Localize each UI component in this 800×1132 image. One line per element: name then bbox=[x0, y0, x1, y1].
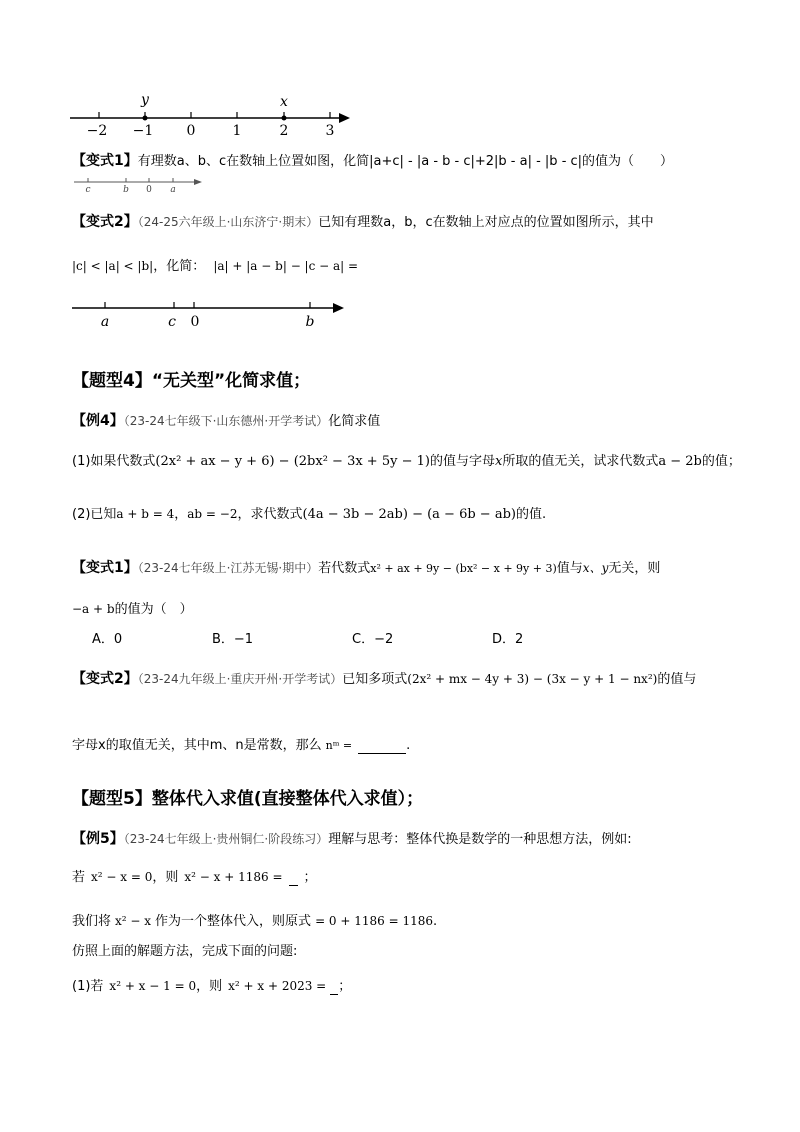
text: (2)已知 bbox=[72, 507, 117, 522]
variant-label: 【变式2】 bbox=[72, 214, 138, 230]
example-label: 【例4】 bbox=[72, 413, 124, 429]
option-d: D．2 bbox=[492, 632, 524, 647]
variant-text: 已知有理数a，b，c在数轴上对应点的位置如图所示，其中 bbox=[318, 215, 654, 230]
axis-label: 0 bbox=[190, 314, 200, 330]
point-x-label: x bbox=[280, 94, 288, 110]
variant-1-line bbox=[72, 150, 673, 170]
source-tag: （23-24七年级下·山东德州·开学考试） bbox=[123, 414, 329, 428]
point-x bbox=[282, 116, 287, 121]
answer-blank[interactable] bbox=[289, 870, 298, 886]
simplify-text: ，化简： bbox=[153, 259, 206, 274]
text: 作为一个整体代入，则原式 bbox=[155, 914, 312, 929]
text: . bbox=[406, 738, 411, 753]
text: (1)若 bbox=[72, 979, 104, 994]
example-5-line-5 bbox=[72, 975, 351, 995]
variant-4-line-2 bbox=[72, 734, 410, 754]
source-tag: （23-24九年级上·重庆开州·开学考试） bbox=[137, 672, 343, 686]
tick-label: 2 bbox=[279, 123, 289, 138]
condition-math: x² − x = 0 bbox=[91, 870, 153, 884]
option-c: C．−2 bbox=[352, 632, 394, 647]
source-tag: （23-24七年级上·江苏无锡·期中） bbox=[137, 561, 319, 575]
example-4-part-2 bbox=[72, 503, 546, 522]
text: 的值为（ ） bbox=[114, 602, 193, 617]
text: 的值与字母 bbox=[429, 454, 495, 469]
text: 的值. bbox=[515, 507, 547, 522]
example-5-line-2 bbox=[72, 866, 317, 886]
text: 字母x的取值无关，其中m、n是常数，那么 bbox=[72, 738, 322, 753]
condition-math: |c| < |a| < |b| bbox=[72, 259, 154, 273]
example-5-line-4: 仿照上面的解题方法，完成下面的问题: bbox=[72, 944, 298, 959]
text: 无关，则 bbox=[608, 561, 661, 576]
variable-math: x bbox=[494, 454, 503, 469]
tick-label: −1 bbox=[132, 123, 154, 138]
expression-math: x² − x bbox=[115, 914, 152, 928]
example-5-line-3 bbox=[72, 910, 437, 929]
expression-math: |a| + |a − b| − |c − a| = bbox=[213, 259, 359, 273]
variant-label: 【变式1】 bbox=[72, 153, 138, 169]
text: ； bbox=[303, 870, 317, 885]
text: 的值； bbox=[701, 454, 741, 469]
text: ； bbox=[338, 979, 352, 994]
section-heading-5: 【题型5】整体代入求值(直接整体代入求值）； bbox=[72, 789, 424, 809]
condition-math: ab = −2 bbox=[187, 507, 238, 521]
variant-2-line bbox=[72, 211, 654, 231]
number-line-3 bbox=[66, 296, 356, 332]
axis-label: c bbox=[85, 185, 91, 194]
expression-math: (4a − 3b − 2ab) − (a − 6b − ab) bbox=[302, 507, 516, 522]
example-4-line bbox=[72, 410, 380, 430]
axis-label: a bbox=[170, 185, 176, 194]
expression-math: (2x² + ax − y + 6) − (2bx² − 3x + 5y − 1) bbox=[155, 454, 430, 469]
option-b: B．−1 bbox=[212, 632, 254, 647]
text: (1)如果代数式 bbox=[72, 454, 156, 469]
point-y-label: y bbox=[141, 92, 149, 108]
variable-math: x、y bbox=[582, 561, 609, 575]
source-tag: （23-24七年级上·贵州铜仁·阶段练习） bbox=[123, 832, 329, 846]
text: ，则 bbox=[196, 979, 223, 994]
axis-label: b bbox=[123, 185, 129, 194]
text: 若代数式 bbox=[318, 561, 371, 576]
expression-math: x² + ax + 9y − (bx² − x + 9y + 3) bbox=[370, 562, 557, 575]
variant-label: 【变式2】 bbox=[72, 671, 138, 687]
text: ，则 bbox=[152, 870, 179, 885]
expression-math: nᵐ = bbox=[325, 739, 353, 752]
variant-2-line-2 bbox=[72, 255, 358, 274]
example-5-line bbox=[72, 828, 632, 848]
text: 值与 bbox=[556, 561, 583, 576]
text: 的值与 bbox=[657, 672, 697, 687]
text: . bbox=[433, 914, 438, 929]
variant-label: 【变式1】 bbox=[72, 560, 138, 576]
text: 所取的值无关，试求代数式 bbox=[502, 454, 659, 469]
tick-label: 1 bbox=[232, 123, 242, 138]
condition-math: a + b = 4 bbox=[116, 507, 175, 521]
condition-math: x² + x − 1 = 0 bbox=[109, 979, 197, 993]
tick-label: −2 bbox=[86, 123, 108, 138]
expression-math: x² + x + 2023 = bbox=[228, 979, 327, 993]
variant-3-line-2 bbox=[72, 598, 193, 617]
example-text: 化简求值 bbox=[328, 414, 381, 429]
expression-math: a − 2b bbox=[658, 454, 702, 469]
number-line-2 bbox=[72, 174, 212, 194]
tick-label: 3 bbox=[325, 123, 335, 138]
text: 理解与思考：整体代换是数学的一种思想方法，例如: bbox=[328, 832, 632, 847]
point-y bbox=[143, 116, 148, 121]
text: 若 bbox=[72, 870, 86, 885]
answer-blank[interactable] bbox=[358, 738, 406, 754]
axis-label: 0 bbox=[146, 185, 152, 194]
text: 我们将 bbox=[72, 914, 112, 929]
number-line-1 bbox=[60, 88, 360, 138]
tick-label: 0 bbox=[186, 123, 196, 138]
expression-math: = 0 + 1186 = 1186 bbox=[315, 914, 434, 928]
example-label: 【例5】 bbox=[72, 831, 124, 847]
example-4-part-1 bbox=[72, 450, 741, 469]
axis-label: c bbox=[168, 314, 176, 330]
axis-label: a bbox=[100, 314, 110, 330]
expression-math: x² − x + 1186 = bbox=[184, 870, 283, 884]
axis-label: b bbox=[305, 314, 315, 330]
option-a: A．0 bbox=[92, 632, 123, 647]
expression-math: −a + b bbox=[72, 602, 115, 616]
expression-math: (2x² + mx − 4y + 3) − (3x − y + 1 − nx²) bbox=[407, 672, 658, 686]
variant-3-line bbox=[72, 557, 660, 577]
source-tag: （24-25六年级上·山东济宁·期末） bbox=[137, 215, 319, 229]
text: 已知多项式 bbox=[342, 672, 408, 687]
variant-text: 有理数a、b、c在数轴上位置如图，化简|a+c| - |a - b - c|+2|b - a| - |b - c|的值为（ ） bbox=[137, 154, 674, 169]
text: ，求代数式 bbox=[237, 507, 303, 522]
text: ， bbox=[174, 507, 188, 522]
section-heading-4: 【题型4】“无关型”化简求值； bbox=[72, 371, 311, 391]
variant-4-line bbox=[72, 668, 696, 688]
